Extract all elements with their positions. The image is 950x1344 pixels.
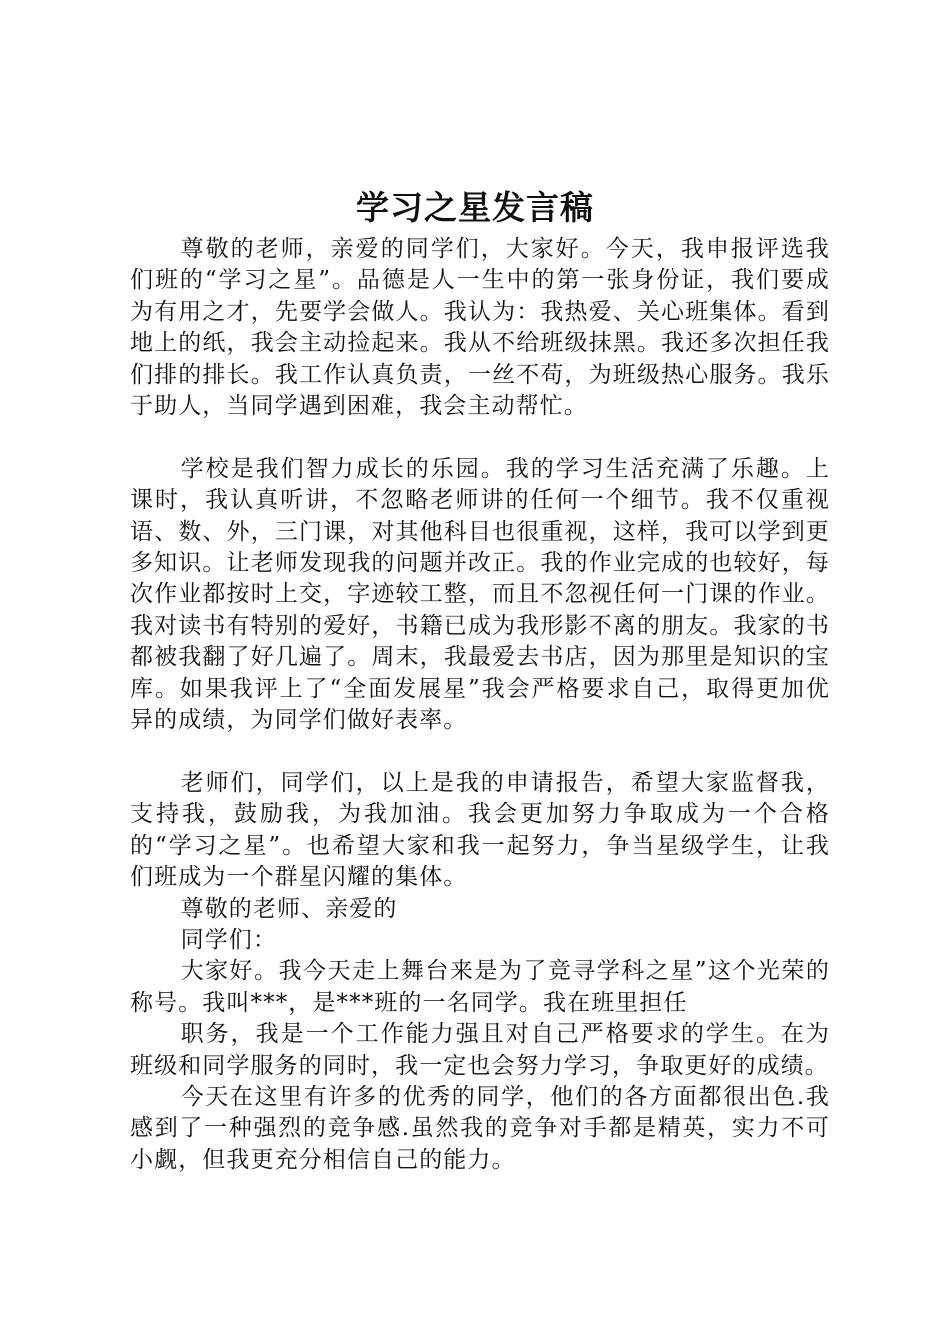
paragraph-salutation: 尊敬的老师、亲爱的 bbox=[180, 895, 398, 922]
paragraph-greeting: 大家好。我今天走上舞台来是为了竞寻学科之星”这个光荣的称号。我叫***，是***班的一名同学。我在班里担任 bbox=[130, 958, 830, 1016]
document-body bbox=[130, 234, 830, 1176]
paragraph-closing: 老师们，同学们，以上是我的申请报告，希望大家监督我，支持我，鼓励我，为我加油。我会更加努力争取成为一个合格的“学习之星”。也希望大家和我一起努力，争当星级学生，让我们班成为一个群星闪耀的集体。 bbox=[130, 769, 830, 891]
paragraph-intro: 尊敬的老师，亲爱的同学们，大家好。今天，我申报评选我们班的“学习之星”。品德是人一生中的第一张身份证，我们要成为有用之才，先要学会做人。我认为：我热爱、关心班集体。看到地上的纸，我会主动捡起来。我从不给班级抹黑。我还多次担任我们排的排长。我工作认真负责，一丝不苟，为班级热心服务。我乐于助人，当同学遇到困难，我会主动帮忙。 bbox=[130, 236, 830, 420]
paragraph-duty: 职务，我是一个工作能力强且对自己严格要求的学生。在为班级和同学服务的同时，我一定也会努力学习，争取更好的成绩。 bbox=[130, 1021, 830, 1079]
paragraph-competition: 今天在这里有许多的优秀的同学，他们的各方面都很出色.我感到了一种强烈的竞争感.虽然我的竞争对手都是精英，实力不可小觑，但我更充分相信自己的能力。 bbox=[130, 1083, 830, 1173]
document-title: 学习之星发言稿 bbox=[356, 188, 594, 227]
paragraph-study: 学校是我们智力成长的乐园。我的学习生活充满了乐趣。上课时，我认真听讲，不忽略老师讲的任何一个细节。我不仅重视语、数、外，三门课，对其他科目也很重视，这样，我可以学到更多知识。让老师发现我的问题并改正。我的作业完成的也较好，每次作业都按时上交，字迹较工整，而且不忽视任何一门课的作业。我对读书有特别的爱好，书籍已成为我形影不离的朋友。我家的书都被我翻了好几遍了。周末，我最爱去书店，因为那里是知识的宝库。如果我评上了“全面发展星”我会严格要求自己，取得更加优异的成绩，为同学们做好表率。 bbox=[130, 455, 830, 734]
paragraph-salutation-cont: 同学们： bbox=[180, 926, 277, 953]
